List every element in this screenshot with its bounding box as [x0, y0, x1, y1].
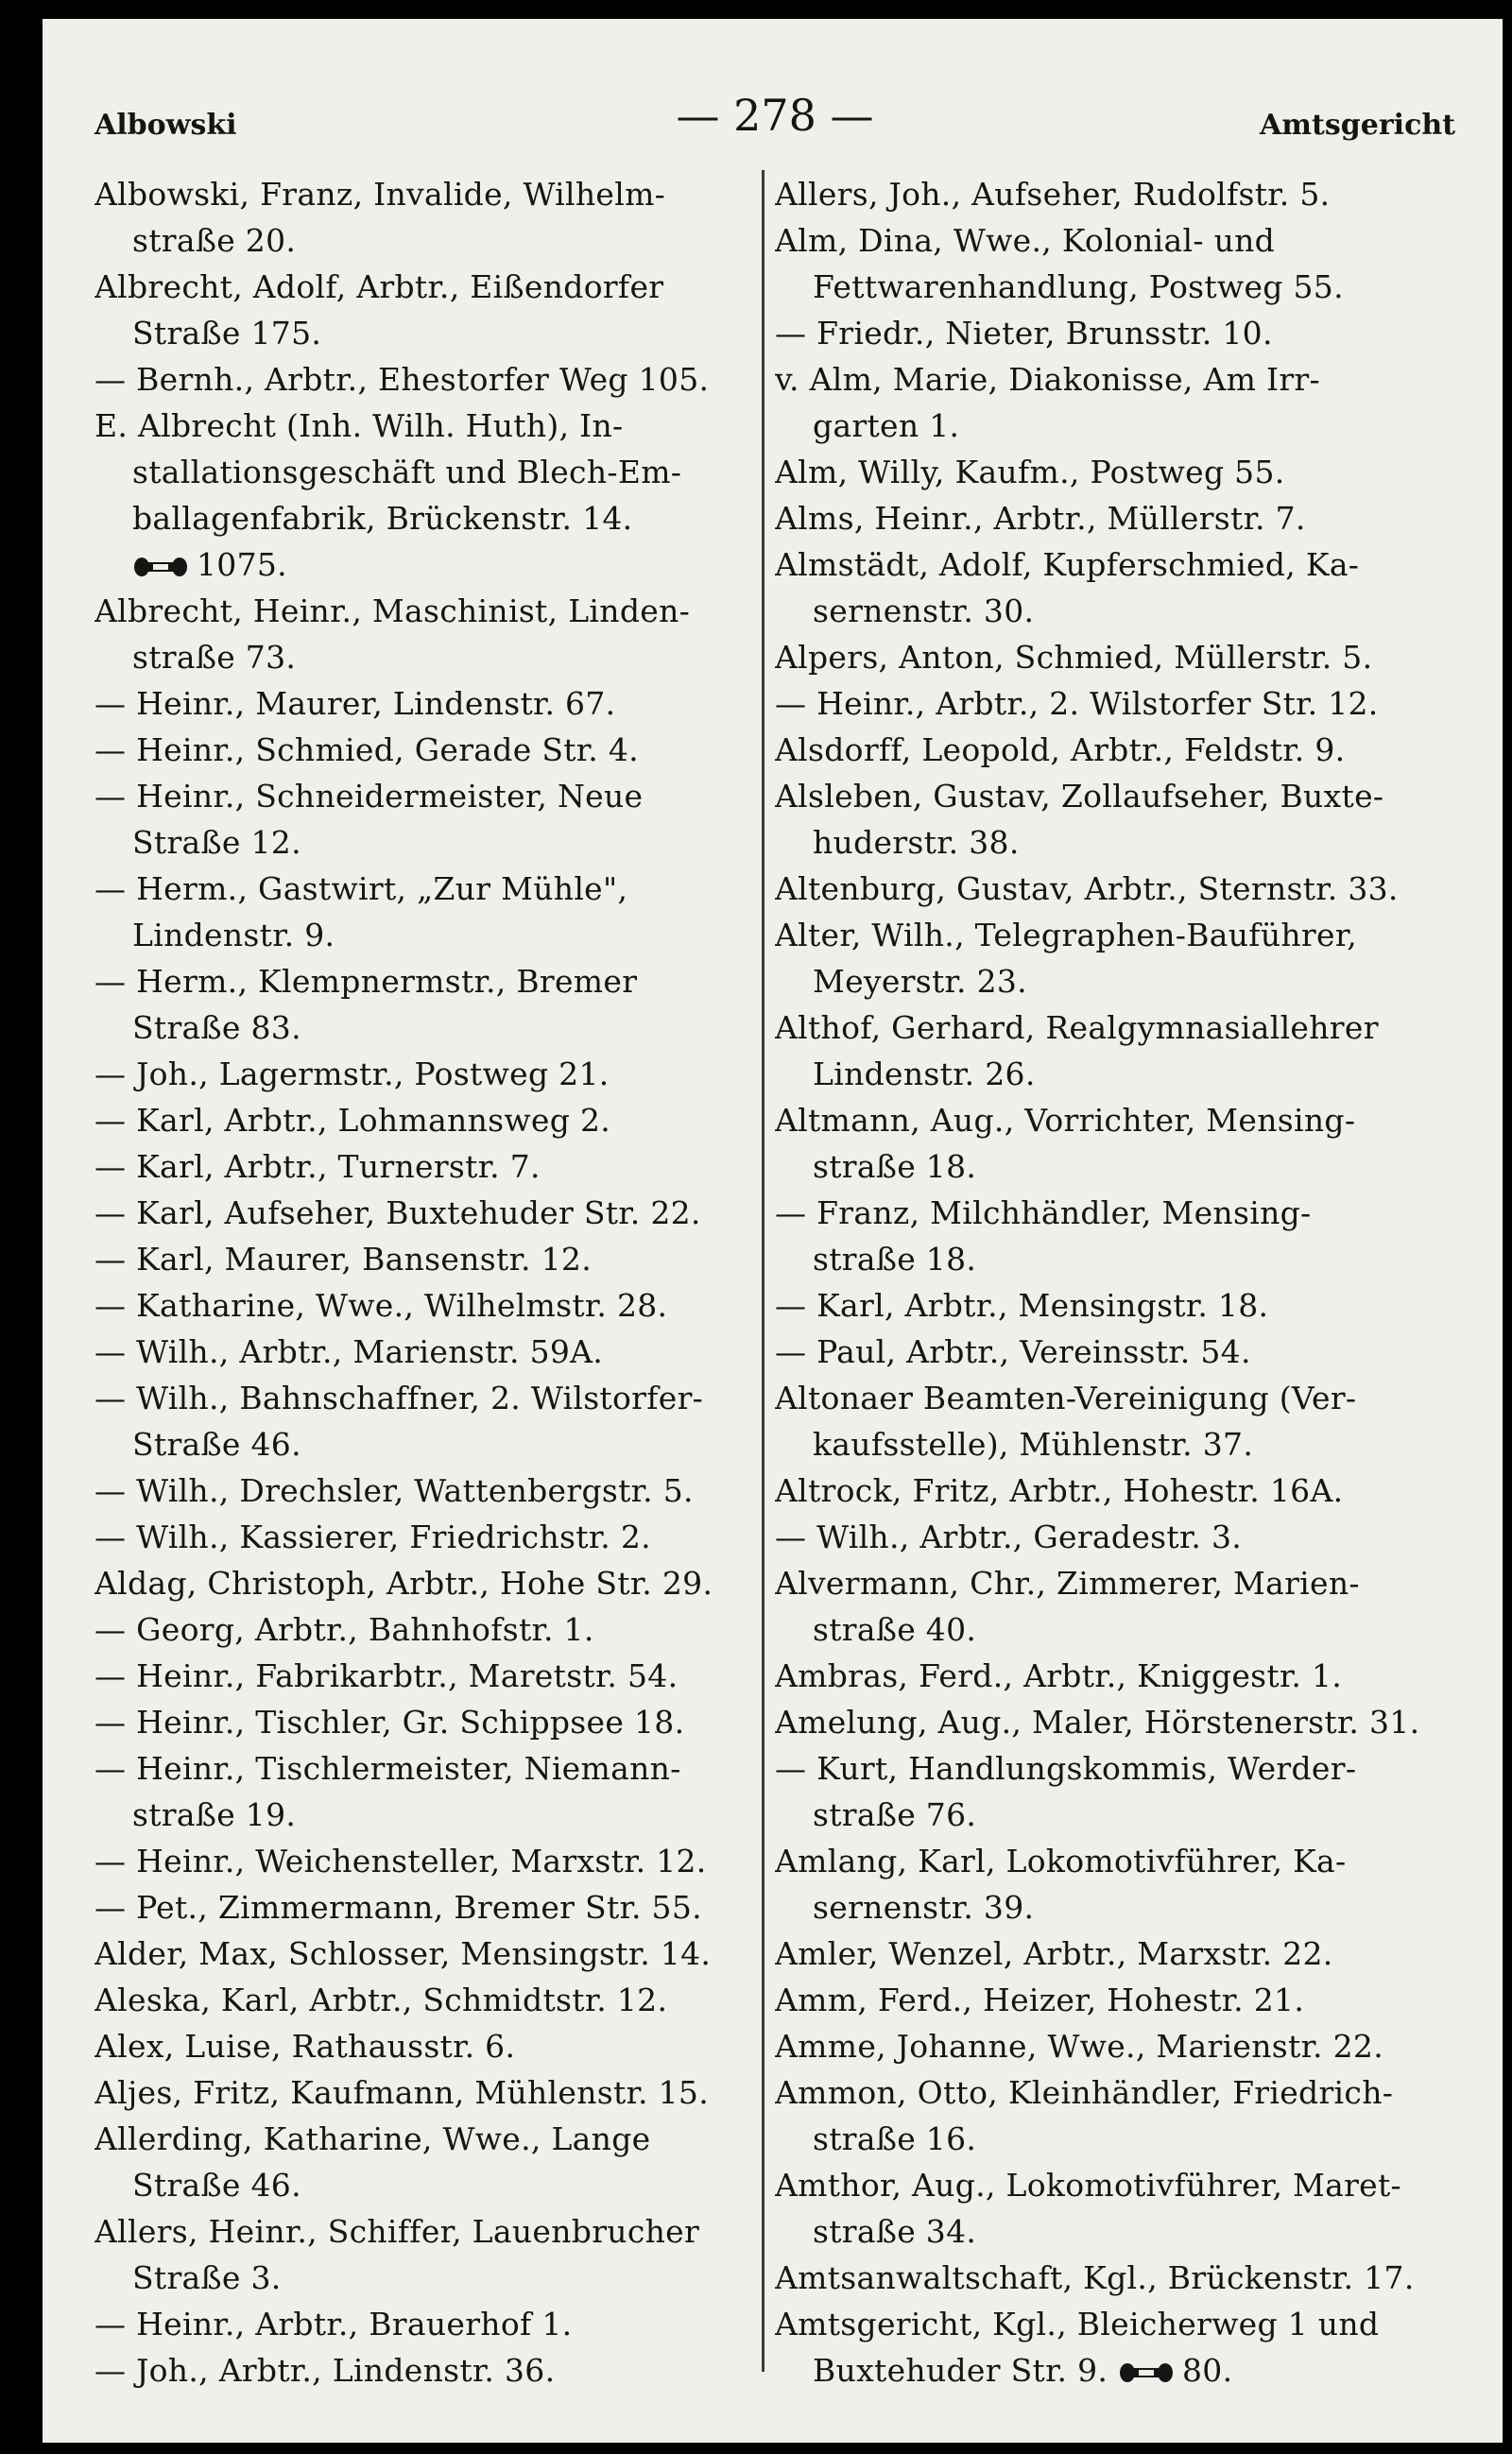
entry-text: Altenburg, Gustav, Arbtr., Sternstr. 33. [775, 870, 1399, 907]
directory-entry-line [94, 309, 756, 358]
directory-entry-line [94, 1791, 756, 1840]
directory-entry-line [94, 1930, 756, 1979]
column-divider [762, 170, 765, 2372]
entry-text: — Joh., Lagermstr., Postweg 21. [94, 1055, 610, 1092]
directory-entry-line [94, 494, 756, 543]
directory-entry-line [94, 2161, 756, 2210]
entry-text: — Wilh., Kassierer, Friedrichstr. 2. [94, 1519, 651, 1555]
entry-text: Ambras, Ferd., Arbtr., Kniggestr. 1. [775, 1657, 1343, 1694]
entry-text: 1075. [197, 546, 287, 583]
entry-text: — Heinr., Maurer, Lindenstr. 67. [94, 685, 616, 722]
entry-text: Almstädt, Adolf, Kupferschmied, Ka- [775, 546, 1360, 583]
entry-text: — Heinr., Arbtr., 2. Wilstorfer Str. 12. [775, 685, 1379, 722]
entry-text: Alpers, Anton, Schmied, Müllerstr. 5. [775, 639, 1373, 676]
directory-entry-line [775, 2068, 1451, 2118]
directory-entry-line [775, 2207, 1451, 2257]
directory-entry-line [94, 1096, 756, 1145]
directory-entry-line [775, 1235, 1451, 1284]
entry-text: Albrecht, Heinr., Maschinist, Linden- [94, 592, 691, 629]
header-left-keyword: Albowski [94, 109, 237, 142]
directory-entry-line [94, 1374, 756, 1423]
directory-entry-line [94, 2346, 756, 2395]
entry-text: Straße 46. [132, 1426, 301, 1463]
entry-text: Allers, Joh., Aufseher, Rudolfstr. 5. [775, 176, 1331, 213]
entry-text: Amme, Johanne, Wwe., Marienstr. 22. [775, 2028, 1384, 2065]
entry-text: — Heinr., Arbtr., Brauerhof 1. [94, 2306, 573, 2342]
entry-text: Lindenstr. 9. [132, 917, 335, 953]
directory-entry-line [94, 1050, 756, 1099]
telephone-icon [132, 555, 189, 579]
entry-text: Alter, Wilh., Telegraphen-Bauführer, [775, 917, 1358, 953]
entry-text: Alvermann, Chr., Zimmerer, Marien- [775, 1565, 1360, 1602]
entry-text: garten 1. [813, 407, 960, 444]
directory-entry-line [94, 1420, 756, 1469]
entry-text: Altmann, Aug., Vorrichter, Mensing- [775, 1102, 1356, 1139]
entry-text: Amthor, Aug., Lokomotivführer, Maret- [775, 2167, 1402, 2204]
directory-entry-line [94, 1235, 756, 1284]
directory-entry-line [775, 1513, 1451, 1562]
entry-text: — Kurt, Handlungskommis, Werder- [775, 1750, 1357, 1787]
entry-text: — Heinr., Tischler, Gr. Schippsee 18. [94, 1704, 685, 1741]
entry-text: straße 34. [813, 2213, 977, 2250]
entry-text: — Herm., Klempnermstr., Bremer [94, 963, 638, 1000]
directory-entry-line [775, 448, 1451, 497]
directory-entry-line [94, 1744, 756, 1793]
header-right-keyword: Amtsgericht [1260, 109, 1455, 142]
entry-text: — Wilh., Drechsler, Wattenbergstr. 5. [94, 1472, 694, 1509]
directory-entry-line [94, 679, 756, 729]
entry-text: kaufsstelle), Mühlenstr. 37. [813, 1426, 1254, 1463]
entry-text: Aljes, Fritz, Kaufmann, Mühlenstr. 15. [94, 2074, 710, 2111]
right-column [775, 170, 1451, 2400]
directory-entry-line [775, 1930, 1451, 1979]
entry-text: Straße 46. [132, 2167, 301, 2204]
directory-entry-line [775, 1652, 1451, 1701]
directory-entry-line [94, 1652, 756, 1701]
directory-entry-line [94, 541, 756, 590]
directory-entry-line [775, 402, 1451, 451]
directory-entry-line [775, 587, 1451, 636]
directory-entry-line [775, 633, 1451, 682]
entry-text: Altonaer Beamten-Vereinigung (Ver- [775, 1380, 1357, 1416]
entry-text: straße 19. [132, 1796, 297, 1833]
directory-entry-line [94, 1281, 756, 1330]
entry-text: Straße 83. [132, 1009, 301, 1046]
entry-text: Allerding, Katharine, Wwe., Lange [94, 2120, 651, 2157]
entry-text: — Katharine, Wwe., Wilhelmstr. 28. [94, 1287, 668, 1324]
directory-entry-line [94, 818, 756, 867]
directory-entry-line [94, 2254, 756, 2303]
directory-entry-line [94, 1698, 756, 1747]
entry-text: huderstr. 38. [813, 824, 1020, 861]
entry-text: straße 16. [813, 2120, 977, 2157]
entry-text: Amtsanwaltschaft, Kgl., Brückenstr. 17. [775, 2259, 1415, 2296]
directory-entry-line [775, 865, 1451, 914]
entry-text: Albowski, Franz, Invalide, Wilhelm- [94, 176, 666, 213]
directory-entry-line [94, 216, 756, 266]
directory-entry-line [775, 1791, 1451, 1840]
entry-text: Meyerstr. 23. [813, 963, 1027, 1000]
entry-text: Ammon, Otto, Kleinhändler, Friedrich- [775, 2074, 1394, 2111]
directory-entry-line [775, 1744, 1451, 1793]
directory-entry-line [775, 1374, 1451, 1423]
entry-text: — Pet., Zimmermann, Bremer Str. 55. [94, 1889, 702, 1926]
entry-text: Allers, Heinr., Schiffer, Lauenbrucher [94, 2213, 700, 2250]
entry-text: v. Alm, Marie, Diakonisse, Am Irr- [775, 361, 1320, 398]
entry-text: Fettwarenhandlung, Postweg 55. [813, 268, 1344, 305]
entry-text: Amtsgericht, Kgl., Bleicherweg 1 und [775, 2306, 1380, 2342]
entry-text: Straße 3. [132, 2259, 282, 2296]
entry-text: — Karl, Arbtr., Mensingstr. 18. [775, 1287, 1269, 1324]
directory-entry-line [94, 1328, 756, 1377]
directory-entry-line [775, 1837, 1451, 1886]
entry-text: — Herm., Gastwirt, „Zur Mühle", [94, 870, 628, 907]
directory-entry-line [775, 355, 1451, 404]
directory-entry-line [94, 402, 756, 451]
entry-text: — Heinr., Schneidermeister, Neue [94, 778, 644, 815]
directory-entry-line [775, 216, 1451, 266]
entry-text: straße 18. [813, 1241, 977, 1278]
entry-text: Alex, Luise, Rathausstr. 6. [94, 2028, 516, 2065]
directory-entry-line [775, 494, 1451, 543]
directory-entry-line [94, 263, 756, 312]
entry-text: E. Albrecht (Inh. Wilh. Huth), In- [94, 407, 624, 444]
entry-text: — Heinr., Tischlermeister, Niemann- [94, 1750, 681, 1787]
directory-entry-line [775, 957, 1451, 1006]
entry-text: Amlang, Karl, Lokomotivführer, Ka- [775, 1843, 1347, 1879]
directory-entry-line [94, 2022, 756, 2071]
telephone-icon [1118, 2360, 1175, 2385]
directory-entry-line [94, 1513, 756, 1562]
entry-text: straße 76. [813, 1796, 977, 1833]
entry-text: Straße 12. [132, 824, 301, 861]
entry-text: Althof, Gerhard, Realgymnasiallehrer [775, 1009, 1379, 1046]
entry-text: Lindenstr. 26. [813, 1055, 1036, 1092]
directory-entry-line [94, 2300, 756, 2349]
directory-entry-line [775, 1605, 1451, 1655]
entry-text: stallationsgeschäft und Blech-Em- [132, 454, 682, 490]
directory-entry-line [775, 726, 1451, 775]
entry-text: Alsdorff, Leopold, Arbtr., Feldstr. 9. [775, 731, 1346, 768]
phone-suffix [1108, 2352, 1182, 2389]
entry-text: Buxtehuder Str. 9. [813, 2352, 1108, 2389]
directory-entry-line [775, 2161, 1451, 2210]
entry-text: — Paul, Arbtr., Vereinsstr. 54. [775, 1333, 1251, 1370]
entry-text: Amm, Ferd., Heizer, Hohestr. 21. [775, 1982, 1305, 2018]
directory-entry-line [94, 2115, 756, 2164]
directory-entry-line [94, 911, 756, 960]
entry-text: Alm, Dina, Wwe., Kolonial- und [775, 222, 1276, 259]
entry-text: Albrecht, Adolf, Arbtr., Eißendorfer [94, 268, 664, 305]
directory-entry-line [94, 1559, 756, 1608]
directory-entry-line [775, 2115, 1451, 2164]
directory-entry-line [94, 726, 756, 775]
directory-entry-line [775, 1189, 1451, 1238]
directory-entry-line [775, 679, 1451, 729]
entry-text: sernenstr. 39. [813, 1889, 1035, 1926]
entry-text: Alms, Heinr., Arbtr., Müllerstr. 7. [775, 500, 1306, 537]
directory-entry-line [94, 170, 756, 219]
entry-text: straße 40. [813, 1611, 977, 1648]
directory-entry-line [775, 1976, 1451, 2025]
entry-text: Amler, Wenzel, Arbtr., Marxstr. 22. [775, 1935, 1333, 1972]
directory-entry-line [94, 1976, 756, 2025]
entry-text: Alsleben, Gustav, Zollaufseher, Buxte- [775, 778, 1384, 815]
directory-entry-line [775, 1883, 1451, 1932]
entry-text: straße 73. [132, 639, 297, 676]
directory-entry-line [94, 2068, 756, 2118]
directory-entry-line [94, 633, 756, 682]
entry-text: — Karl, Arbtr., Lohmannsweg 2. [94, 1102, 611, 1139]
entry-text: — Karl, Maurer, Bansenstr. 12. [94, 1241, 592, 1278]
directory-entry-line [775, 1328, 1451, 1377]
entry-text: — Franz, Milchhändler, Mensing- [775, 1194, 1312, 1231]
entry-text: Alm, Willy, Kaufm., Postweg 55. [775, 454, 1285, 490]
entry-text: Amelung, Aug., Maler, Hörstenerstr. 31. [775, 1704, 1420, 1741]
directory-entry-line [94, 448, 756, 497]
entry-text: — Wilh., Arbtr., Marienstr. 59A. [94, 1333, 604, 1370]
directory-entry-line [775, 2300, 1451, 2349]
directory-entry-line [775, 263, 1451, 312]
entry-text: Alder, Max, Schlosser, Mensingstr. 14. [94, 1935, 712, 1972]
entry-text: — Wilh., Bahnschaffner, 2. Wilstorfer- [94, 1380, 704, 1416]
directory-entry-line [94, 1837, 756, 1886]
directory-entry-line [775, 1281, 1451, 1330]
directory-entry-line [94, 1189, 756, 1238]
entry-text: straße 20. [132, 222, 297, 259]
directory-entry-line [775, 1420, 1451, 1469]
directory-entry-line [775, 911, 1451, 960]
directory-entry-line [775, 2022, 1451, 2071]
entry-text: sernenstr. 30. [813, 592, 1035, 629]
entry-text: — Heinr., Schmied, Gerade Str. 4. [94, 731, 639, 768]
entry-text: — Karl, Arbtr., Turnerstr. 7. [94, 1148, 541, 1185]
directory-entry-line [775, 1050, 1451, 1099]
directory-entry-line [775, 1142, 1451, 1192]
entry-text: — Heinr., Fabrikarbtr., Maretstr. 54. [94, 1657, 679, 1694]
entry-text: Aldag, Christoph, Arbtr., Hohe Str. 29. [94, 1565, 713, 1602]
directory-entry-line [775, 1004, 1451, 1053]
entry-text: — Wilh., Arbtr., Geradestr. 3. [775, 1519, 1243, 1555]
entry-text: — Friedr., Nieter, Brunsstr. 10. [775, 315, 1273, 352]
directory-entry-line [775, 1698, 1451, 1747]
directory-entry-line [94, 1605, 756, 1655]
phone-number: 80. [1182, 2352, 1233, 2389]
directory-entry-line [775, 170, 1451, 219]
entry-text: — Georg, Arbtr., Bahnhofstr. 1. [94, 1611, 594, 1648]
directory-entry-line [94, 1883, 756, 1932]
page-number: — 278 — [676, 90, 874, 141]
entry-text: Straße 175. [132, 315, 322, 352]
directory-entry-line [94, 355, 756, 404]
directory-entry-line [94, 1467, 756, 1516]
left-column [94, 170, 756, 2400]
entry-text: — Karl, Aufseher, Buxtehuder Str. 22. [94, 1194, 701, 1231]
entry-text: ballagenfabrik, Brückenstr. 14. [132, 500, 633, 537]
entry-text: — Bernh., Arbtr., Ehestorfer Weg 105. [94, 361, 710, 398]
directory-entry-line [94, 1004, 756, 1053]
directory-entry-line [94, 957, 756, 1006]
directory-entry-line [775, 309, 1451, 358]
directory-entry-line [775, 2346, 1451, 2395]
entry-text: Altrock, Fritz, Arbtr., Hohestr. 16A. [775, 1472, 1344, 1509]
directory-entry-line [775, 1559, 1451, 1608]
directory-entry-line [94, 2207, 756, 2257]
directory-entry-line [775, 1096, 1451, 1145]
directory-entry-line [775, 818, 1451, 867]
entry-text: — Heinr., Weichensteller, Marxstr. 12. [94, 1843, 707, 1879]
directory-entry-line [775, 541, 1451, 590]
directory-entry-line [94, 865, 756, 914]
directory-entry-line [94, 1142, 756, 1192]
directory-entry-line [775, 772, 1451, 821]
directory-entry-line [775, 2254, 1451, 2303]
page-header [94, 71, 1455, 146]
entry-text: Aleska, Karl, Arbtr., Schmidtstr. 12. [94, 1982, 668, 2018]
directory-entry-line [775, 1467, 1451, 1516]
entry-text: straße 18. [813, 1148, 977, 1185]
entry-text: — Joh., Arbtr., Lindenstr. 36. [94, 2352, 556, 2389]
directory-page [43, 19, 1503, 2443]
directory-entry-line [94, 587, 756, 636]
directory-entry-line [94, 772, 756, 821]
